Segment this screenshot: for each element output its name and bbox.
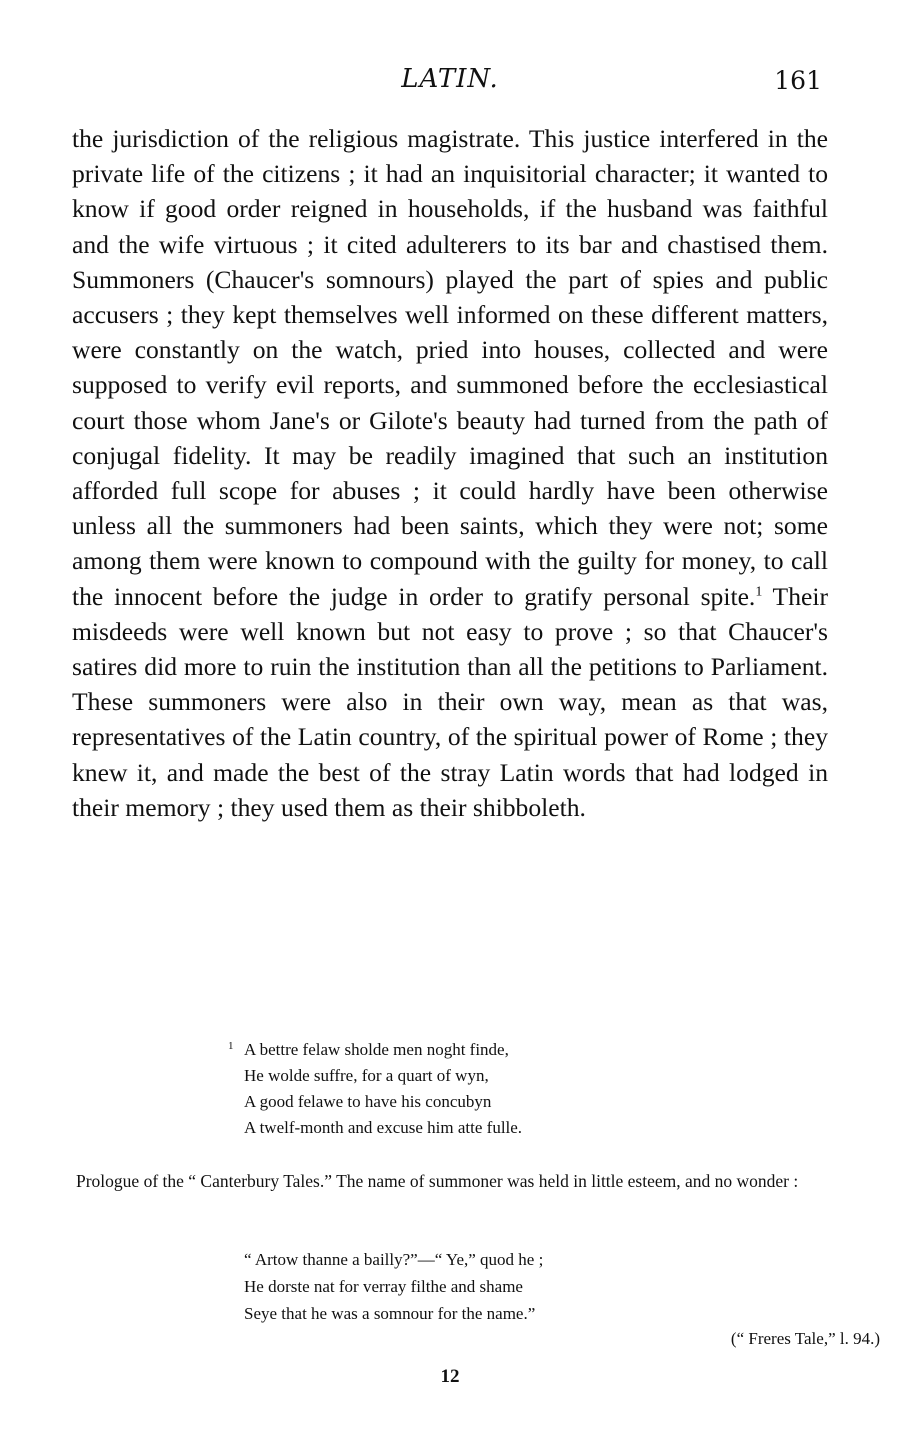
page-number: 161 (774, 66, 822, 95)
main-paragraph-part-2: Their misdeeds were well known but not easy to prove ; so that Chaucer's satires did more to ruin the institution than all the petitions to Parliament. These summoners were also in their own way, mean as that was, representatives of the Latin country, of the spiritual power of Rome ; they knew it, and made the best of the stray Latin words that had lodged in their memory ; they used them as their shibboleth. (72, 581, 828, 822)
footnote-marker: 1 (228, 1040, 234, 1052)
footnote-quote (244, 1246, 828, 1327)
main-paragraph-part-1: the jurisdiction of the religious magistrate. This justice interfered in the private life of the citizens ; it had an inquisitorial character; it wanted to know if good order reigned in households, if the husband was faithful and the wife virtuous ; it cited adulterers to its bar and chastised them. Summoners (Chaucer's somnours) played the part of spies and public accusers ; they kept themselves well informed on these different matters, were constantly on the watch, pried into houses, collected and were supposed to verify evil reports, and summoned before the ecclesiastical court those whom Jane's or Gilote's beauty had turned from the path of conjugal fidelity. It may be readily imagined that such an institution afforded full scope for abuses ; it could hardly have been otherwise unless all the summoners had been saints, which they were not; some among them were known to compound with the guilty for money, to call the innocent before the judge in order to gratify personal spite. (72, 124, 828, 611)
verse-line: A bettre felaw sholde men noght finde, (244, 1040, 509, 1059)
footnote-prose: Prologue of the “ Canterbury Tales.” The name of summoner was held in little esteem, and no wonder : (76, 1171, 799, 1191)
page-header (72, 64, 828, 104)
quote-citation: (“ Freres Tale,” l. 94.) (730, 1329, 880, 1348)
main-paragraph (72, 121, 828, 825)
signature-mark: 12 (440, 1366, 460, 1387)
verse-line: He wolde suffre, for a quart of wyn, (244, 1066, 489, 1085)
running-title: LATIN. (401, 64, 499, 94)
quote-line: “ Artow thanne a bailly?”—“ Ye,” quod he ; (244, 1250, 544, 1269)
verse-line: A twelf-month and excuse him atte fulle. (244, 1118, 523, 1137)
verse-line: A good felawe to have his concubyn (244, 1092, 492, 1111)
quote-line: He dorste nat for verray filthe and shame (244, 1277, 523, 1296)
footnote-verse (228, 1037, 828, 1141)
footnote-reference: 1 (755, 584, 763, 600)
quote-line: Seye that he was a somnour for the name.” (244, 1304, 536, 1323)
